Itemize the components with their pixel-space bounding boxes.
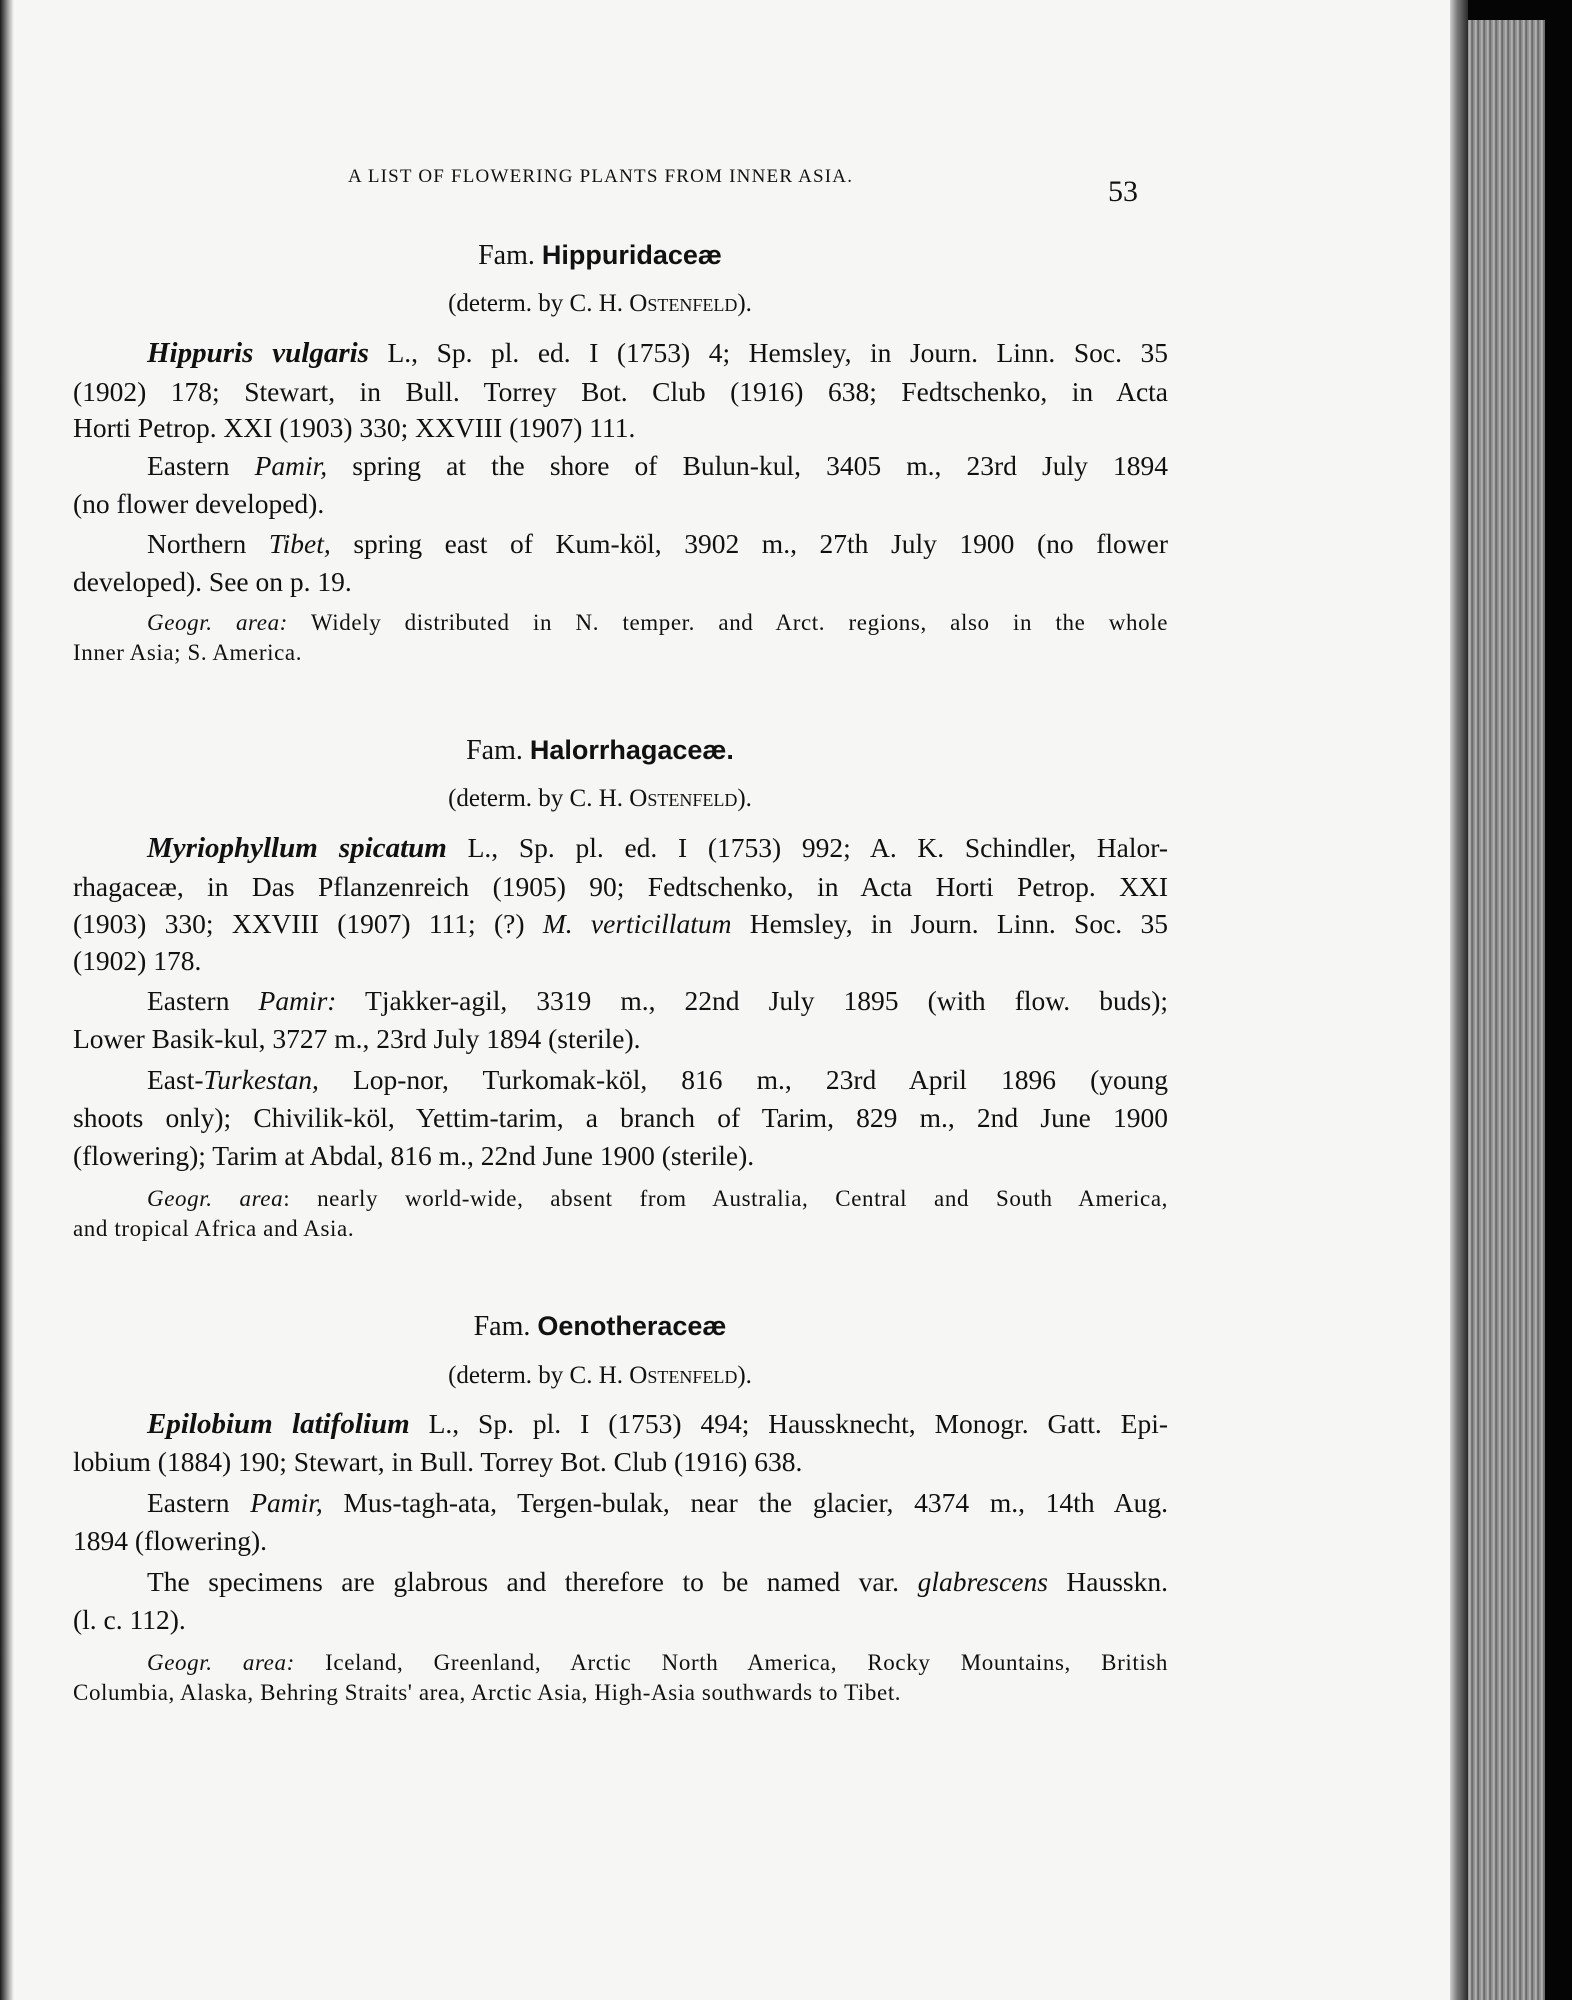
citation-line-3 <box>73 905 1168 943</box>
determination-line <box>0 1362 1200 1390</box>
determ-suffix: ). <box>737 290 752 317</box>
locality-line-2 <box>73 1522 1168 1560</box>
species-name: Hippuris vulgaris <box>147 337 369 369</box>
determination-line <box>0 785 1200 813</box>
geo-text: : nearly world-wide, absent from Australia, Central and South America, <box>283 1186 1168 1211</box>
geo-line-2 <box>73 638 1168 668</box>
geographic-area-myriophyllum <box>73 1184 1168 1214</box>
page-number: 53 <box>1108 175 1138 208</box>
family-name: Hippuridaceæ <box>541 240 722 270</box>
region-name: Pamir, <box>250 1487 323 1518</box>
locality-text: spring east of Kum-köl, 3902 m., 27th July 1900 (no flower <box>330 528 1168 559</box>
citation-line-2: rhagaceæ, in Das Pflanzenreich (1905) 90; Fedtschenko, in Acta Horti Petrop. XXI <box>73 870 1168 902</box>
family-heading-oenotheraceae <box>0 1311 1200 1343</box>
locality-text: (no flower developed). <box>73 488 325 519</box>
citation-text: L., Sp. pl. I (1753) 494; Haussknecht, Monogr. Gatt. Epi- <box>409 1408 1169 1439</box>
locality-line-2 <box>73 1020 1168 1058</box>
locality-text: (flowering); Tarim at Abdal, 816 m., 22nd June 1900 (sterile). <box>73 1140 755 1171</box>
geo-line-2 <box>73 1214 1168 1244</box>
region-prefix: Eastern <box>147 1487 251 1518</box>
geo-text: and tropical Africa and Asia. <box>73 1216 355 1241</box>
geo-label: Geogr. area: <box>147 1650 295 1675</box>
geo-line-1 <box>73 1648 1168 1678</box>
scan-border <box>1545 0 1572 2000</box>
locality-tibet <box>73 525 1168 563</box>
geographic-area-epilobium <box>73 1648 1168 1678</box>
determ-prefix: (determ. by C. H. <box>448 1362 624 1389</box>
determ-prefix: (determ. by C. H. <box>448 290 624 317</box>
locality-text: Lower Basik-kul, 3727 m., 23rd July 1894 (sterile). <box>73 1023 641 1054</box>
geo-label: Geogr. area: <box>147 610 288 635</box>
geo-label: Geogr. area <box>147 1186 284 1211</box>
fam-prefix: Fam. <box>478 240 535 271</box>
family-name: Halorrhagaceæ. <box>529 735 734 765</box>
geo-text: Widely distributed in N. temper. and Arct. regions, also in the whole <box>287 610 1169 635</box>
species-entry-hippuris <box>73 334 1168 410</box>
fam-prefix: Fam. <box>466 735 523 766</box>
citation-text: Hemsley, in Journ. Linn. Soc. 35 <box>731 908 1168 939</box>
locality-line-1 <box>73 525 1168 563</box>
locality-line-3 <box>73 1137 1168 1175</box>
citation-text: lobium (1884) 190; Stewart, in Bull. Torrey Bot. Club (1916) 638. <box>73 1446 803 1477</box>
citation-line-2 <box>73 1443 1168 1481</box>
locality-text: spring at the shore of Bulun-kul, 3405 m., 23rd July 1894 <box>327 450 1168 481</box>
geo-text: Columbia, Alaska, Behring Straits' area, Arctic Asia, High-Asia southwards to Tibet. <box>73 1680 902 1705</box>
citation-text: L., Sp. pl. ed. I (1753) 4; Hemsley, in Journ. Linn. Soc. 35 <box>368 337 1168 368</box>
family-heading-halorrhagaceae <box>0 735 1200 767</box>
geo-text: Inner Asia; S. America. <box>73 640 303 665</box>
running-head: A LIST OF FLOWERING PLANTS FROM INNER ASIA. <box>348 166 854 187</box>
citation-line-1 <box>73 829 1168 868</box>
region-prefix: East- <box>147 1064 204 1095</box>
locality-line-1 <box>73 1061 1168 1099</box>
region-name: Pamir: <box>258 985 337 1016</box>
locality-pamir <box>73 982 1168 1020</box>
note-line-2 <box>73 1601 1168 1639</box>
locality-line-1 <box>73 982 1168 1020</box>
locality-line-1 <box>73 447 1168 485</box>
note-text: (l. c. 112). <box>73 1604 186 1635</box>
citation-text: (1903) 330; XXVIII (1907) 111; (?) <box>73 908 543 939</box>
species-name: Myriophyllum spicatum <box>147 832 447 864</box>
geo-line-1 <box>73 608 1168 638</box>
locality-text: Lop-nor, Turkomak-köl, 816 m., 23rd April 1896 (young <box>318 1064 1168 1095</box>
geo-line-2 <box>73 1678 1168 1708</box>
determiner-name: Ostenfeld <box>629 290 738 317</box>
determ-prefix: (determ. by C. H. <box>448 785 624 812</box>
region-name: Turkestan, <box>203 1064 319 1095</box>
book-gutter <box>1450 0 1468 2000</box>
citation-line-1 <box>73 334 1168 373</box>
species-entry-epilobium <box>73 1405 1168 1444</box>
locality-text: Tjakker-agil, 3319 m., 22nd July 1895 (with flow. buds); <box>336 985 1168 1016</box>
note-text: Hausskn. <box>1047 1566 1168 1597</box>
citation-text: (1902) 178. <box>73 945 202 976</box>
determiner-name: Ostenfeld <box>629 1362 738 1389</box>
locality-turkestan <box>73 1061 1168 1136</box>
locality-line-1 <box>73 1484 1168 1522</box>
determ-suffix: ). <box>737 1362 752 1389</box>
specimen-note <box>73 1563 1168 1601</box>
region-prefix: Eastern <box>147 985 259 1016</box>
synonym-name: M. verticillatum <box>542 908 732 939</box>
citation-text: Horti Petrop. XXI (1903) 330; XXVIII (1907) 111. <box>73 412 636 443</box>
region-name: Tibet, <box>268 528 331 559</box>
determination-line <box>0 290 1200 318</box>
fam-prefix: Fam. <box>473 1311 531 1342</box>
locality-text: 1894 (flowering). <box>73 1525 267 1556</box>
note-text: The specimens are glabrous and therefore to be named var. <box>147 1566 918 1597</box>
species-name: Epilobium latifolium <box>147 1408 410 1440</box>
geographic-area-hippuris <box>73 608 1168 638</box>
geo-text: Iceland, Greenland, Arctic North America, Rocky Mountains, British <box>294 1650 1168 1675</box>
locality-line-2 <box>73 563 1168 601</box>
locality-text: developed). See on p. 19. <box>73 566 352 597</box>
determ-suffix: ). <box>737 785 752 812</box>
locality-line-2: shoots only); Chivilik-köl, Yettim-tarim, a branch of Tarim, 829 m., 2nd June 1900 <box>73 1101 1168 1133</box>
locality-line-2 <box>73 485 1168 523</box>
variety-name: glabrescens <box>917 1566 1048 1597</box>
locality-text: Mus-tagh-ata, Tergen-bulak, near the glacier, 4374 m., 14th Aug. <box>322 1487 1168 1518</box>
region-prefix: Eastern <box>147 450 255 481</box>
species-entry-myriophyllum <box>73 829 1168 943</box>
locality-pamir <box>73 1484 1168 1522</box>
region-name: Pamir, <box>254 450 328 481</box>
citation-line-1 <box>73 1405 1168 1444</box>
family-heading-hippuridaceae <box>0 240 1200 272</box>
region-prefix: Northern <box>147 528 269 559</box>
determiner-name: Ostenfeld <box>629 785 738 812</box>
citation-line-2: (1902) 178; Stewart, in Bull. Torrey Bot. Club (1916) 638; Fedtschenko, in Acta <box>73 375 1168 407</box>
citation-line-3 <box>73 409 1168 447</box>
citation-line-4 <box>73 942 1168 980</box>
locality-pamir <box>73 447 1168 485</box>
note-line-1 <box>73 1563 1168 1601</box>
geo-line-1 <box>73 1184 1168 1214</box>
family-name: Oenotheraceæ <box>537 1311 727 1341</box>
citation-text: L., Sp. pl. ed. I (1753) 992; A. K. Schindler, Halor- <box>446 832 1168 863</box>
